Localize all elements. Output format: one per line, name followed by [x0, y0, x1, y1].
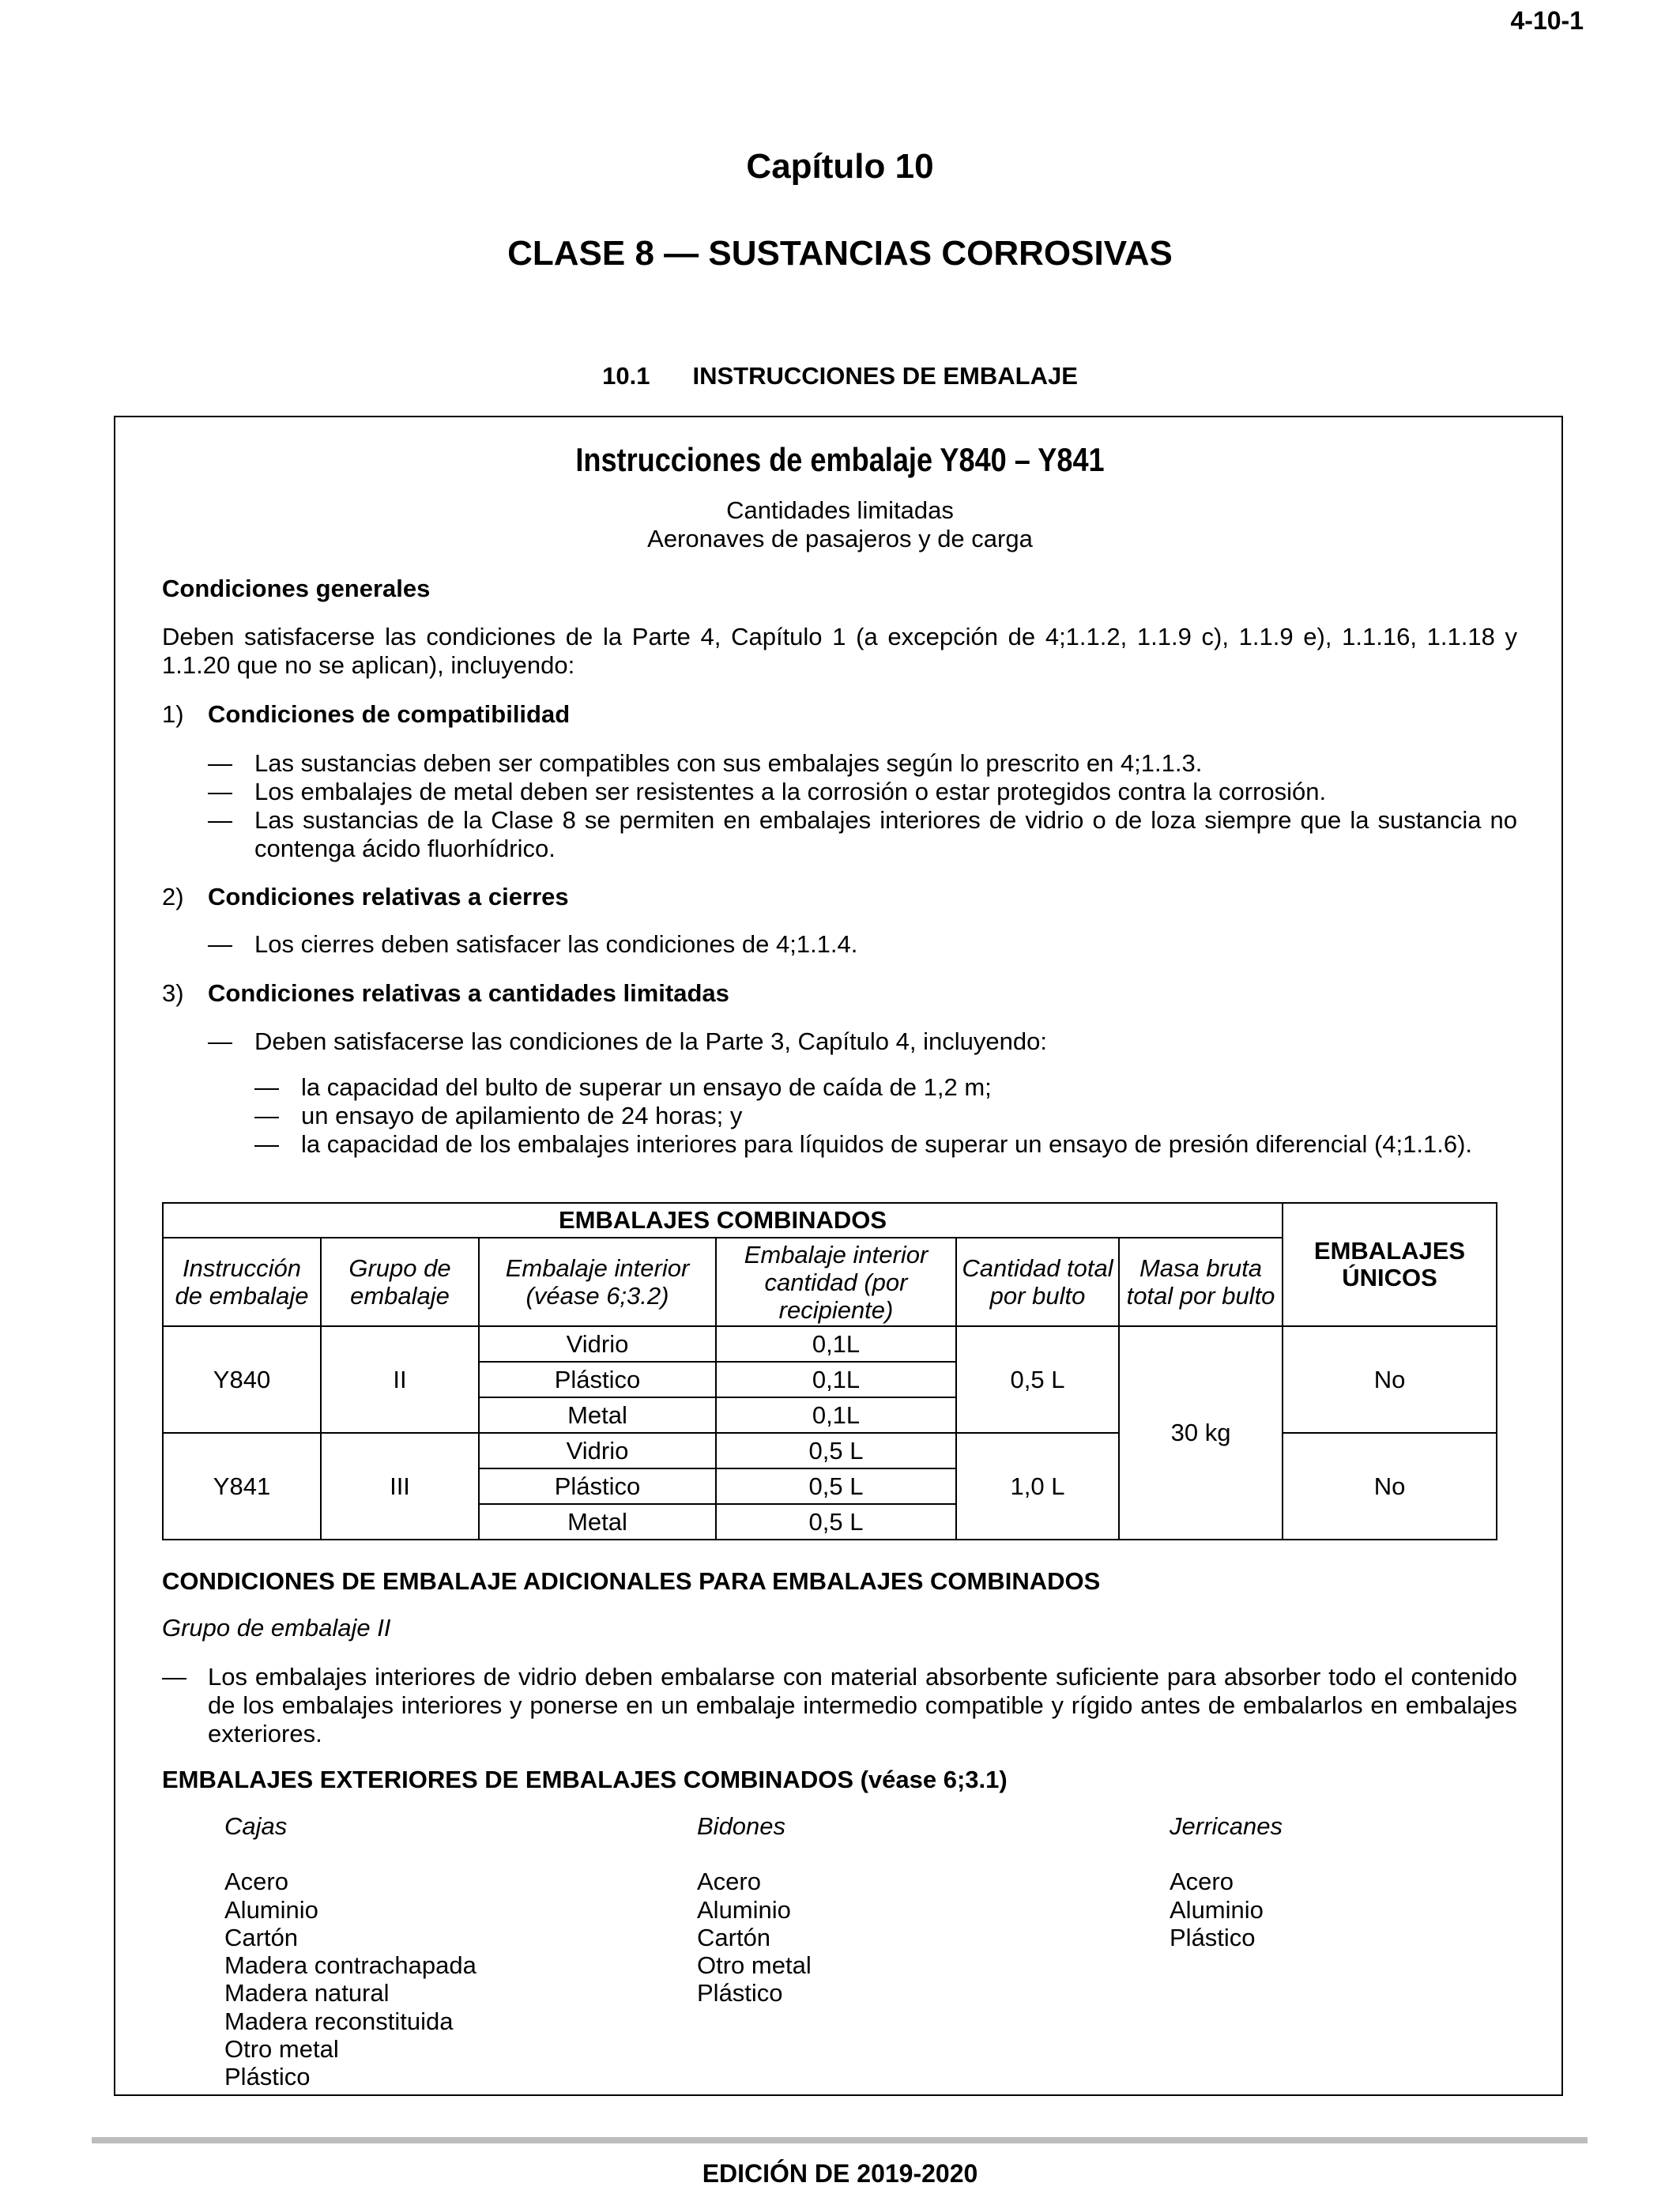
list-item: Acero [1170, 1868, 1234, 1896]
outer-column-drums [697, 1812, 812, 2007]
column-header: Masa bruta total por bulto [1119, 1238, 1283, 1326]
dash-mark: — [254, 1102, 279, 1129]
list-item: Aluminio [224, 1895, 318, 1924]
condition-1-item-1: Las sustancias deben ser compatibles con sus embalajes según lo prescrito en 4;1.1.3. [254, 749, 1203, 777]
column-header: Embalaje interior (véase 6;3.2) [479, 1238, 716, 1326]
condition-2-title: Condiciones relativas a cierres [208, 883, 569, 910]
single-packaging-cell: No [1283, 1326, 1497, 1433]
section-number: 10.1 [602, 362, 650, 390]
list-item: Madera contrachapada [224, 1951, 477, 1980]
list-item: Acero [697, 1868, 761, 1896]
inner-packaging-cell: Vidrio [479, 1433, 716, 1468]
edition-footer: EDICIÓN DE 2019-2020 [702, 2159, 978, 2188]
list-item: Plástico [697, 1979, 783, 2007]
instruction-cell: Y840 [163, 1326, 321, 1433]
total-quantity-cell: 0,5 L [956, 1326, 1119, 1433]
list-item: Plástico [224, 2063, 311, 2091]
class-title: CLASE 8 — SUSTANCIAS CORROSIVAS [507, 234, 1173, 273]
inner-packaging-cell: Plástico [479, 1362, 716, 1397]
dash-mark: — [162, 1663, 186, 1691]
combined-packaging-header: EMBALAJES COMBINADOS [163, 1203, 1283, 1238]
additional-conditions-text: Los embalajes interiores de vidrio deben embalarse con material absorbente suficiente para absorber todo el contenido de los embalajes interiores y ponerse en un embalaje intermedio compatible y rígido antes de embalarlos en embalajes exteriores. [208, 1663, 1517, 1747]
list-item: Cartón [224, 1923, 299, 1951]
general-conditions-heading: Condiciones generales [162, 575, 431, 602]
packing-group-cell: III [321, 1433, 479, 1540]
gross-mass-cell: 30 kg [1119, 1326, 1283, 1540]
single-packaging-cell: No [1283, 1433, 1497, 1540]
total-quantity-cell: 1,0 L [956, 1433, 1119, 1540]
additional-conditions-subheading: Grupo de embalaje II [162, 1614, 391, 1642]
list-item: Plástico [1170, 1923, 1256, 1951]
dash-mark: — [208, 806, 232, 834]
condition-1-number: 1) [162, 700, 184, 728]
instruction-title: Instrucciones de embalaje Y840 – Y841 [575, 441, 1105, 478]
packing-group-cell: II [321, 1326, 479, 1433]
inner-packaging-cell: Vidrio [479, 1326, 716, 1362]
inner-quantity-cell: 0,5 L [716, 1504, 956, 1540]
condition-1-title: Condiciones de compatibilidad [208, 700, 571, 728]
column-header: Grupo de embalaje [321, 1238, 479, 1326]
condition-3-subitem-3: la capacidad de los embalajes interiores para líquidos de superar un ensayo de presión diferencial (4;1.1.6). [301, 1130, 1473, 1158]
outer-column-title: Bidones [697, 1812, 786, 1840]
instruction-subtitle-1: Cantidades limitadas [726, 496, 954, 524]
column-header: Cantidad total por bulto [956, 1238, 1119, 1326]
condition-3-item-1: Deben satisfacerse las condiciones de la Parte 3, Capítulo 4, incluyendo: [254, 1027, 1047, 1055]
outer-column-title: Cajas [224, 1812, 288, 1840]
inner-packaging-cell: Metal [479, 1504, 716, 1540]
single-packaging-header: EMBALAJES ÚNICOS [1283, 1203, 1497, 1326]
inner-quantity-cell: 0,5 L [716, 1468, 956, 1504]
dash-mark: — [208, 778, 232, 805]
chapter-title: Capítulo 10 [746, 147, 934, 186]
outer-column-boxes [224, 1812, 477, 2091]
section-title: INSTRUCCIONES DE EMBALAJE [692, 362, 1078, 390]
outer-column-title: Jerricanes [1170, 1812, 1283, 1840]
section-heading [0, 362, 1680, 390]
condition-1-item-2: Los embalajes de metal deben ser resistentes a la corrosión o estar protegidos contra la corrosión. [254, 778, 1327, 805]
list-item: Madera reconstituida [224, 2007, 454, 2035]
list-item: Otro metal [224, 2035, 339, 2064]
footer-rule [92, 2137, 1588, 2143]
general-conditions-text: Deben satisfacerse las condiciones de la Parte 4, Capítulo 1 (a excepción de 4;1.1.2, 1.1.9 c), 1.1.9 e), 1.1.16, 1.1.18 y 1.1.20 que no se aplican), incluyendo: [162, 623, 1517, 679]
outer-packaging-heading: EMBALAJES EXTERIORES DE EMBALAJES COMBINADOS (véase 6;3.1) [162, 1766, 1008, 1793]
list-item: Aluminio [1170, 1895, 1264, 1924]
list-item: Madera natural [224, 1979, 390, 2007]
dash-mark: — [208, 749, 232, 777]
dash-mark: — [208, 1027, 232, 1055]
condition-2-item-1: Los cierres deben satisfacer las condiciones de 4;1.1.4. [254, 930, 858, 958]
column-header: Instrucción de embalaje [163, 1238, 321, 1326]
page-number: 4-10-1 [1510, 6, 1584, 35]
inner-quantity-cell: 0,5 L [716, 1433, 956, 1468]
dash-mark: — [254, 1073, 279, 1101]
dash-mark: — [254, 1130, 279, 1158]
additional-conditions-heading: CONDICIONES DE EMBALAJE ADICIONALES PARA EMBALAJES COMBINADOS [162, 1567, 1101, 1595]
list-item: Acero [224, 1868, 288, 1896]
instruction-subtitle-2: Aeronaves de pasajeros y de carga [647, 525, 1033, 552]
list-item: Aluminio [697, 1895, 791, 1924]
inner-packaging-cell: Plástico [479, 1468, 716, 1504]
column-header: Embalaje interior cantidad (por recipiente) [716, 1238, 956, 1326]
condition-1-item-3: Las sustancias de la Clase 8 se permiten en embalajes interiores de vidrio o de loza siempre que la sustancia no contenga ácido fluorhídrico. [254, 806, 1517, 862]
inner-quantity-cell: 0,1L [716, 1362, 956, 1397]
outer-column-jerricans [1170, 1812, 1283, 1951]
list-item: Cartón [697, 1923, 771, 1951]
condition-3-subitem-1: la capacidad del bulto de superar un ensayo de caída de 1,2 m; [301, 1073, 992, 1101]
list-item: Otro metal [697, 1951, 812, 1980]
condition-3-title: Condiciones relativas a cantidades limitadas [208, 979, 729, 1007]
inner-quantity-cell: 0,1L [716, 1326, 956, 1362]
condition-2-number: 2) [162, 883, 184, 910]
packaging-table [162, 1202, 1497, 1540]
condition-3-number: 3) [162, 979, 184, 1007]
condition-3-subitem-2: un ensayo de apilamiento de 24 horas; y [301, 1102, 743, 1129]
instruction-cell: Y841 [163, 1433, 321, 1540]
dash-mark: — [208, 930, 232, 958]
inner-quantity-cell: 0,1L [716, 1397, 956, 1433]
inner-packaging-cell: Metal [479, 1397, 716, 1433]
